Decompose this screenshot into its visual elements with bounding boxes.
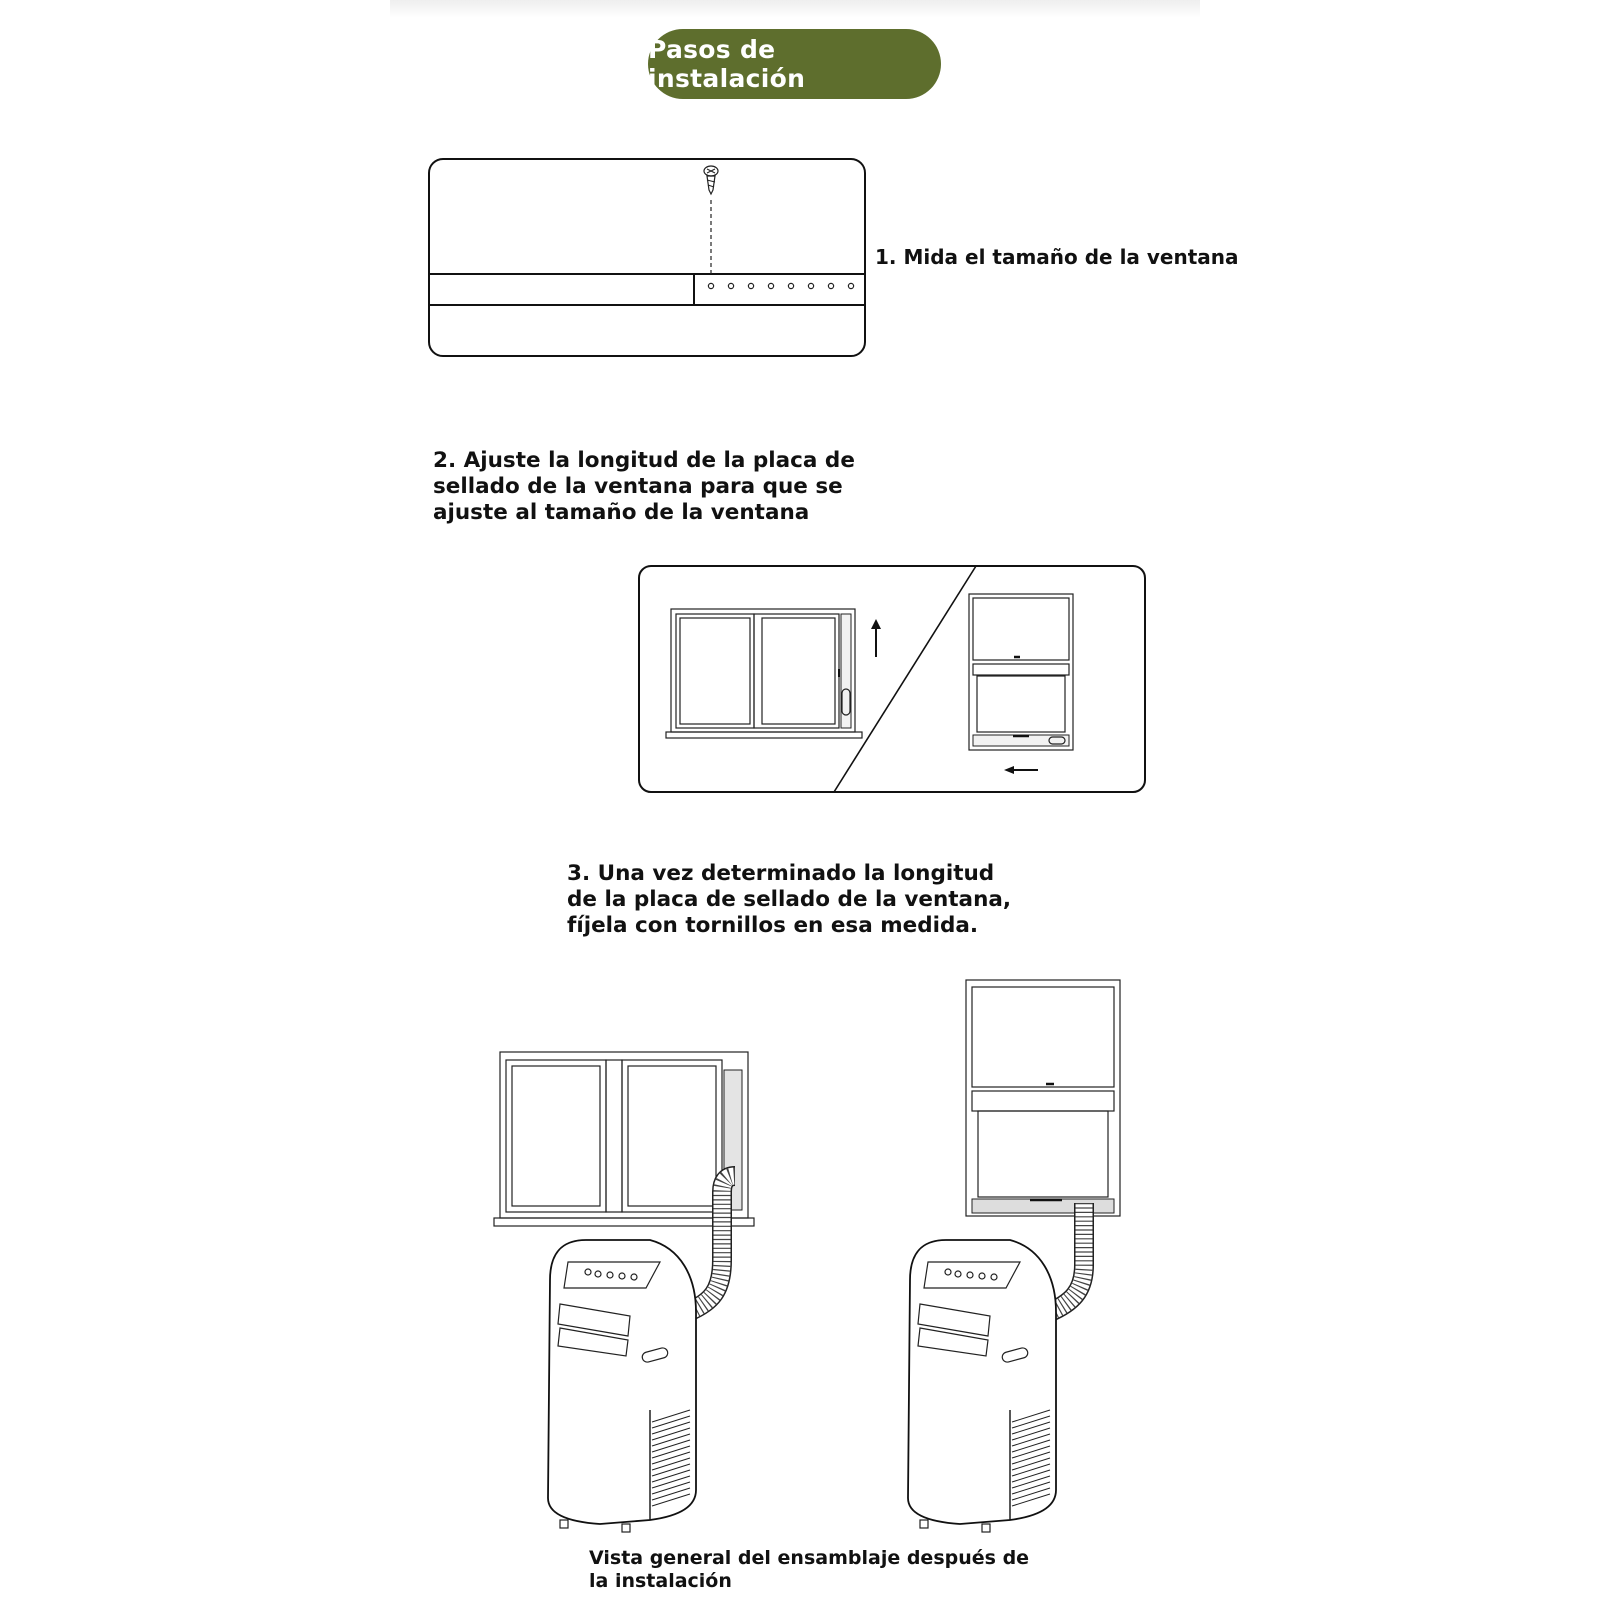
seal-plate-measure-diagram xyxy=(428,158,868,358)
step-1-text: 1. Mida el tamaño de la ventana xyxy=(875,245,1239,269)
step-2-line-1: 2. Ajuste la longitud de la placa de xyxy=(433,448,855,473)
step-3-line-2: de la placa de sellado de la ventana, xyxy=(567,887,1012,912)
hung-window-frame xyxy=(966,980,1120,1216)
assembly-overview-caption xyxy=(589,1547,1029,1593)
top-edge-shadow xyxy=(390,0,1200,18)
screw-icon xyxy=(704,166,718,194)
installed-hung-window-ac xyxy=(860,975,1140,1540)
window-types-diagram xyxy=(638,565,1148,795)
caption-line-1: Vista general del ensamblaje después de xyxy=(589,1547,1030,1569)
portable-ac-unit xyxy=(548,1240,696,1532)
hung-window-illustration xyxy=(969,594,1073,750)
step-2-line-3: ajuste al tamaño de la ventana xyxy=(433,500,810,525)
arrow-up-icon xyxy=(871,619,881,657)
section-title-pill xyxy=(648,29,941,99)
step-3-line-1: 3. Una vez determinado la longitud xyxy=(567,861,995,886)
installed-sliding-window-ac xyxy=(490,1050,770,1540)
step-2-line-2: sellado de la ventana para que se xyxy=(433,474,843,499)
sliding-window-illustration xyxy=(666,609,862,738)
adjustment-holes xyxy=(708,283,853,288)
section-title: Pasos de instalación xyxy=(648,35,806,93)
step-3-text xyxy=(567,861,1011,939)
step-3-line-3: fíjela con tornillos en esa medida. xyxy=(567,913,979,938)
caption-line-2: la instalación xyxy=(589,1570,732,1592)
arrow-left-icon xyxy=(1004,766,1038,774)
step-2-text xyxy=(433,448,855,526)
portable-ac-unit xyxy=(908,1240,1056,1532)
